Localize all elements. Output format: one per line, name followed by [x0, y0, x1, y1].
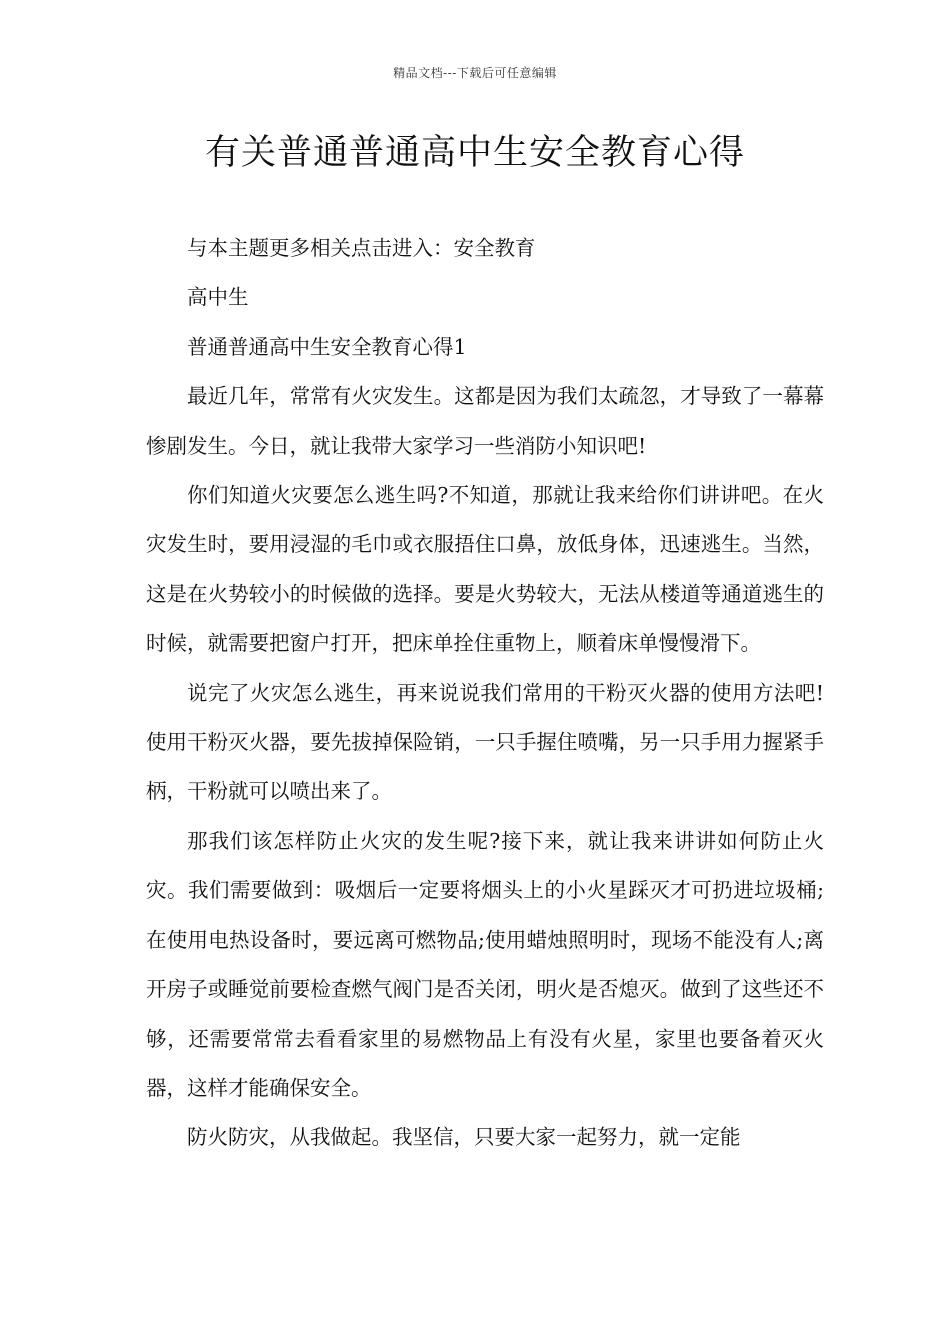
related-topics-line: 与本主题更多相关点击进入：安全教育 — [187, 236, 536, 260]
paragraph: 防火防灾，从我做起。我坚信，只要大家一起努力，就一定能 — [187, 1125, 741, 1150]
paragraph: 最近几年，常常有火灾发生。这都是因为我们太疏忽，才导致了一幕幕惨剧发生。今日，就让我带大家学习一些消防小知识吧! — [146, 384, 824, 458]
paragraph: 你们知道火灾要怎么逃生吗?不知道，那就让我来给你们讲讲吧。在火灾发生时，要用浸湿的毛巾或衣服捂住口鼻，放低身体，迅速逃生。当然，这是在火势较小的时候做的选择。要是火势较大，无法从楼道等通道逃生的时候，就需要把窗户打开，把床单拴住重物上，顺着床单慢慢滑下。 — [146, 483, 824, 656]
paragraph: 说完了火灾怎么逃生，再来说说我们常用的干粉灭火器的使用方法吧!使用干粉灭火器，要先拔掉保险销，一只手握住喷嘴，另一只手用力握紧手柄，干粉就可以喷出来了。 — [146, 680, 824, 804]
header-note: 精品文档---下载后可任意编辑 — [393, 66, 557, 80]
paragraph: 那我们该怎样防止火灾的发生呢?接下来，就让我来讲讲如何防止火灾。我们需要做到：吸烟后一定要将烟头上的小火星踩灭才可扔进垃圾桶;在使用电热设备时，要远离可燃物品;使用蜡烛照明时，现场不能没有人;离开房子或睡觉前要检查燃气阀门是否关闭，明火是否熄灭。做到了这些还不够，还需要常常去看看家里的易燃物品上有没有火星，家里也要备着灭火器，这样才能确保安全。 — [146, 828, 824, 1100]
related-topic-line: 高中生 — [187, 285, 249, 310]
document-title: 有关普通普通高中生安全教育心得 — [204, 133, 745, 173]
document-body — [146, 224, 824, 1163]
section-heading: 普通普通高中生安全教育心得1 — [187, 334, 467, 359]
